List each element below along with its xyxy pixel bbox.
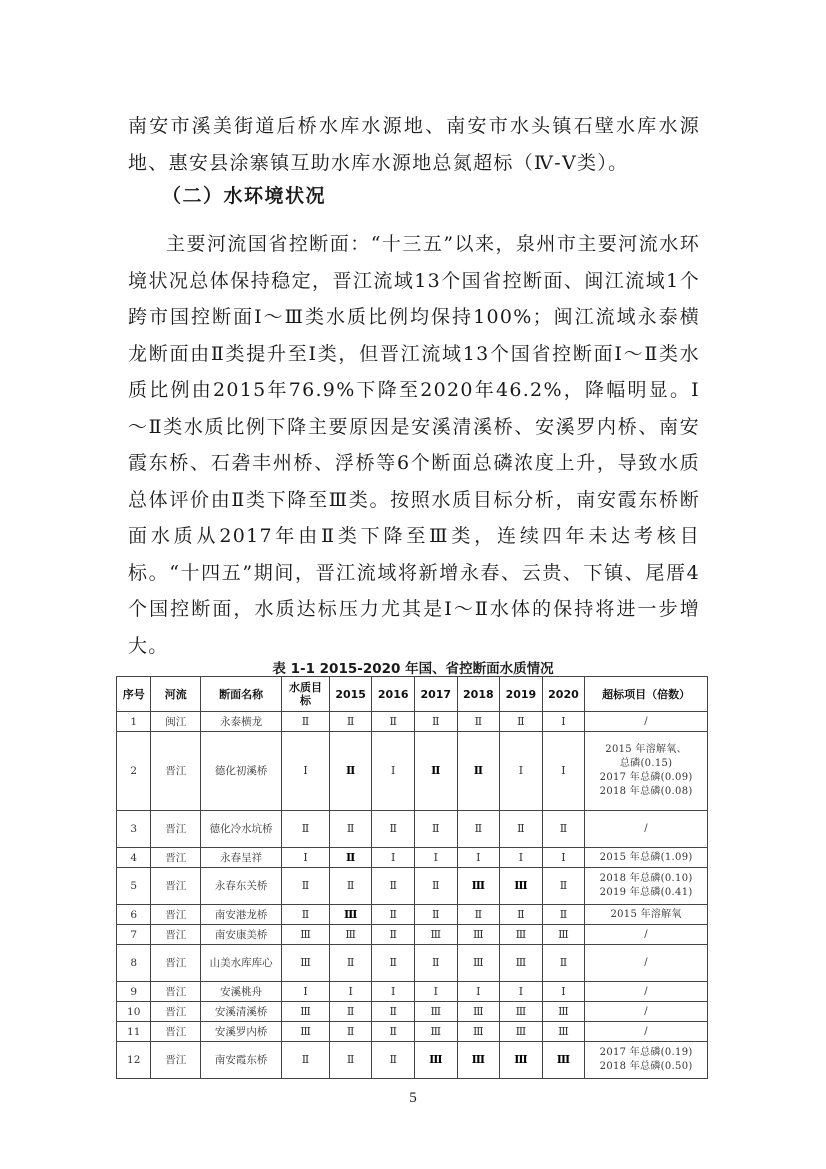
cell-exceed bbox=[585, 1002, 708, 1022]
cell-2015: Ⅱ bbox=[329, 811, 372, 848]
cell-exceed bbox=[585, 732, 708, 811]
paragraph-river-sections: 主要河流国省控断面：“十三五”以来，泉州市主要河流水环境状况总体保持稳定，晋江流域13个国省控断面、闽江流域1个跨市国控断面Ⅰ～Ⅲ类水质比例均保持100%；闽江流域永泰横龙断面由Ⅱ类提升至Ⅰ类，但晋江流域13个国省控断面Ⅰ～Ⅱ类水质比例由2015年76.9%下降至2020年46.2%，降幅明显。Ⅰ～Ⅱ类水质比例下降主要原因是安溪清溪桥、安溪罗内桥、南安霞东桥、石砻丰州桥、浮桥等6个断面总磷浓度上升，导致水质总体评价由Ⅱ类下降至Ⅲ类。按照水质目标分析，南安霞东桥断面水质从2017年由Ⅱ类下降至Ⅲ类，连续四年未达考核目标。“十四五”期间，晋江流域将新增永春、云贵、下镇、尾厝4个国控断面，水质达标压力尤其是Ⅰ～Ⅱ水体的保持将进一步增大。 bbox=[128, 233, 700, 657]
cell-exceed bbox=[585, 1022, 708, 1042]
cell-2020: Ⅲ bbox=[542, 1042, 585, 1079]
cell-target: Ⅲ bbox=[282, 1022, 330, 1042]
cell-2015: Ⅲ bbox=[329, 925, 372, 945]
header-no: 序号 bbox=[117, 677, 151, 712]
header-2015: 2015 bbox=[329, 677, 372, 712]
cell-2018: Ⅰ bbox=[457, 982, 500, 1002]
cell-2019: Ⅲ bbox=[500, 1042, 543, 1079]
cell-2018: Ⅲ bbox=[457, 868, 500, 905]
cell-2019: Ⅰ bbox=[500, 732, 543, 811]
cell-river: 晋江 bbox=[151, 732, 201, 811]
exceed-line: / bbox=[644, 985, 648, 997]
cell-2016: Ⅱ bbox=[372, 1022, 415, 1042]
header-2019: 2019 bbox=[500, 677, 543, 712]
cell-2020: Ⅱ bbox=[542, 811, 585, 848]
cell-river: 晋江 bbox=[151, 868, 201, 905]
cell-2018: Ⅲ bbox=[457, 1022, 500, 1042]
cell-section-name: 德化初溪桥 bbox=[201, 732, 282, 811]
cell-target: Ⅱ bbox=[282, 905, 330, 925]
table-row bbox=[117, 1022, 708, 1042]
cell-2018: Ⅲ bbox=[457, 925, 500, 945]
cell-exceed bbox=[585, 982, 708, 1002]
cell-2019: Ⅲ bbox=[500, 868, 543, 905]
cell-exceed bbox=[585, 712, 708, 732]
cell-2016: Ⅱ bbox=[372, 1042, 415, 1079]
cell-river: 晋江 bbox=[151, 811, 201, 848]
exceed-line: / bbox=[644, 928, 648, 940]
exceed-line: 2017 年总磷(0.19) bbox=[599, 1047, 693, 1058]
exceed-line: 2018 年总磷(0.50) bbox=[599, 1061, 693, 1072]
cell-2020: Ⅰ bbox=[542, 848, 585, 868]
cell-target: Ⅱ bbox=[282, 811, 330, 848]
cell-section-name: 南安港龙桥 bbox=[201, 905, 282, 925]
cell-target: Ⅲ bbox=[282, 1002, 330, 1022]
header-target: 水质目标 bbox=[282, 677, 330, 712]
cell-2016: Ⅱ bbox=[372, 811, 415, 848]
cell-2016: Ⅱ bbox=[372, 945, 415, 982]
cell-2020: Ⅱ bbox=[542, 868, 585, 905]
header-2020: 2020 bbox=[542, 677, 585, 712]
cell-target: Ⅱ bbox=[282, 1042, 330, 1079]
cell-2019: Ⅰ bbox=[500, 982, 543, 1002]
cell-2016: Ⅱ bbox=[372, 925, 415, 945]
cell-2015: Ⅱ bbox=[329, 868, 372, 905]
exceed-line: 2017 年总磷(0.09) bbox=[599, 772, 693, 783]
cell-2018: Ⅲ bbox=[457, 1002, 500, 1022]
header-section-name: 断面名称 bbox=[201, 677, 282, 712]
cell-2019: Ⅲ bbox=[500, 1002, 543, 1022]
cell-2018: Ⅲ bbox=[457, 1042, 500, 1079]
cell-2017: Ⅲ bbox=[414, 1042, 457, 1079]
cell-section-name: 南安霞东桥 bbox=[201, 1042, 282, 1079]
cell-river: 晋江 bbox=[151, 848, 201, 868]
cell-exceed bbox=[585, 811, 708, 848]
cell-section-name: 永春东关桥 bbox=[201, 868, 282, 905]
header-exceed: 超标项目（倍数） bbox=[585, 677, 708, 712]
cell-exceed bbox=[585, 925, 708, 945]
exceed-line: 2015 年溶解氧、 bbox=[605, 744, 687, 755]
exceed-line: / bbox=[644, 1005, 648, 1017]
cell-2020: Ⅰ bbox=[542, 982, 585, 1002]
table-row bbox=[117, 925, 708, 945]
cell-target: Ⅰ bbox=[282, 848, 330, 868]
cell-2020: Ⅰ bbox=[542, 732, 585, 811]
cell-2018: Ⅱ bbox=[457, 732, 500, 811]
cell-2015: Ⅰ bbox=[329, 982, 372, 1002]
cell-2020: Ⅲ bbox=[542, 1022, 585, 1042]
cell-river: 晋江 bbox=[151, 945, 201, 982]
cell-no: 1 bbox=[117, 712, 151, 732]
cell-2019: Ⅲ bbox=[500, 925, 543, 945]
cell-2015: Ⅱ bbox=[329, 732, 372, 811]
cell-2016: Ⅱ bbox=[372, 905, 415, 925]
cell-no: 8 bbox=[117, 945, 151, 982]
cell-river: 晋江 bbox=[151, 1002, 201, 1022]
header-2017: 2017 bbox=[414, 677, 457, 712]
cell-2015: Ⅱ bbox=[329, 848, 372, 868]
cell-2016: Ⅱ bbox=[372, 868, 415, 905]
cell-2017: Ⅲ bbox=[414, 1002, 457, 1022]
cell-no: 10 bbox=[117, 1002, 151, 1022]
cell-2017: Ⅱ bbox=[414, 945, 457, 982]
cell-2017: Ⅱ bbox=[414, 732, 457, 811]
cell-2017: Ⅱ bbox=[414, 905, 457, 925]
cell-2015: Ⅲ bbox=[329, 905, 372, 925]
cell-2016: Ⅰ bbox=[372, 848, 415, 868]
cell-no: 11 bbox=[117, 1022, 151, 1042]
cell-river: 晋江 bbox=[151, 905, 201, 925]
cell-section-name: 安溪清溪桥 bbox=[201, 1002, 282, 1022]
cell-2018: Ⅱ bbox=[457, 811, 500, 848]
cell-exceed bbox=[585, 945, 708, 982]
cell-2020: Ⅱ bbox=[542, 945, 585, 982]
table-body bbox=[117, 712, 708, 1079]
cell-section-name: 安溪罗内桥 bbox=[201, 1022, 282, 1042]
cell-target: Ⅱ bbox=[282, 868, 330, 905]
cell-no: 3 bbox=[117, 811, 151, 848]
cell-2017: Ⅲ bbox=[414, 925, 457, 945]
header-2016: 2016 bbox=[372, 677, 415, 712]
exceed-line: / bbox=[644, 957, 648, 968]
exceed-line: / bbox=[644, 715, 648, 727]
cell-2017: Ⅲ bbox=[414, 1022, 457, 1042]
cell-target: Ⅰ bbox=[282, 982, 330, 1002]
cell-exceed bbox=[585, 848, 708, 868]
section-heading-water-environment: （二）水环境状况 bbox=[162, 185, 327, 207]
cell-river: 晋江 bbox=[151, 925, 201, 945]
cell-no: 9 bbox=[117, 982, 151, 1002]
table-row bbox=[117, 905, 708, 925]
exceed-line: 2018 年总磷(0.08) bbox=[599, 786, 693, 797]
header-river: 河流 bbox=[151, 677, 201, 712]
cell-river: 闽江 bbox=[151, 712, 201, 732]
table-row bbox=[117, 982, 708, 1002]
paragraph-water-source: 南安市溪美街道后桥水库水源地、南安市水头镇石壁水库水源地、惠安县涂寨镇互助水库水源地总氮超标（Ⅳ-Ⅴ类）。 bbox=[128, 115, 700, 174]
cell-2017: Ⅱ bbox=[414, 868, 457, 905]
cell-2019: Ⅲ bbox=[500, 945, 543, 982]
cell-exceed bbox=[585, 1042, 708, 1079]
cell-2016: Ⅱ bbox=[372, 712, 415, 732]
table-row bbox=[117, 811, 708, 848]
cell-2018: Ⅰ bbox=[457, 848, 500, 868]
cell-section-name: 永泰横龙 bbox=[201, 712, 282, 732]
exceed-line: 2018 年总磷(0.10) bbox=[599, 873, 693, 884]
cell-2020: Ⅰ bbox=[542, 712, 585, 732]
cell-2015: Ⅱ bbox=[329, 945, 372, 982]
cell-no: 2 bbox=[117, 732, 151, 811]
cell-2017: Ⅱ bbox=[414, 712, 457, 732]
cell-no: 12 bbox=[117, 1042, 151, 1079]
cell-2018: Ⅱ bbox=[457, 712, 500, 732]
cell-target: Ⅱ bbox=[282, 712, 330, 732]
water-quality-table bbox=[116, 676, 708, 1079]
cell-exceed bbox=[585, 905, 708, 925]
cell-2017: Ⅱ bbox=[414, 811, 457, 848]
table-row bbox=[117, 1042, 708, 1079]
table-header-row bbox=[117, 677, 708, 712]
exceed-line: 2015 年总磷(1.09) bbox=[599, 851, 693, 863]
table-caption: 表 1-1 2015-2020 年国、省控断面水质情况 bbox=[272, 661, 554, 677]
header-2018: 2018 bbox=[457, 677, 500, 712]
cell-2015: Ⅱ bbox=[329, 1042, 372, 1079]
cell-no: 4 bbox=[117, 848, 151, 868]
table-row bbox=[117, 732, 708, 811]
cell-river: 晋江 bbox=[151, 1042, 201, 1079]
cell-section-name: 安溪桃舟 bbox=[201, 982, 282, 1002]
cell-2017: Ⅰ bbox=[414, 848, 457, 868]
cell-section-name: 永春呈祥 bbox=[201, 848, 282, 868]
cell-2018: Ⅲ bbox=[457, 945, 500, 982]
cell-2016: Ⅱ bbox=[372, 1002, 415, 1022]
cell-2019: Ⅱ bbox=[500, 712, 543, 732]
cell-2019: Ⅱ bbox=[500, 905, 543, 925]
exceed-line: 总磷(0.15) bbox=[619, 758, 673, 769]
cell-2015: Ⅱ bbox=[329, 1022, 372, 1042]
cell-2016: Ⅰ bbox=[372, 732, 415, 811]
cell-target: Ⅲ bbox=[282, 925, 330, 945]
cell-2019: Ⅰ bbox=[500, 848, 543, 868]
cell-2016: Ⅰ bbox=[372, 982, 415, 1002]
cell-2020: Ⅲ bbox=[542, 1002, 585, 1022]
page-number: 5 bbox=[409, 1090, 417, 1106]
cell-no: 5 bbox=[117, 868, 151, 905]
cell-2020: Ⅱ bbox=[542, 905, 585, 925]
cell-2020: Ⅲ bbox=[542, 925, 585, 945]
table-row bbox=[117, 712, 708, 732]
exceed-line: 2019 年总磷(0.41) bbox=[599, 887, 693, 898]
cell-section-name: 德化冷水坑桥 bbox=[201, 811, 282, 848]
cell-no: 7 bbox=[117, 925, 151, 945]
cell-target: Ⅰ bbox=[282, 732, 330, 811]
cell-section-name: 南安康美桥 bbox=[201, 925, 282, 945]
table-row bbox=[117, 868, 708, 905]
cell-2015: Ⅱ bbox=[329, 1002, 372, 1022]
cell-target: Ⅲ bbox=[282, 945, 330, 982]
cell-2018: Ⅱ bbox=[457, 905, 500, 925]
cell-2019: Ⅱ bbox=[500, 811, 543, 848]
cell-section-name: 山美水库库心 bbox=[201, 945, 282, 982]
cell-exceed bbox=[585, 868, 708, 905]
exceed-line: / bbox=[644, 823, 648, 834]
table-row bbox=[117, 848, 708, 868]
table-row bbox=[117, 1002, 708, 1022]
cell-2017: Ⅰ bbox=[414, 982, 457, 1002]
exceed-line: / bbox=[644, 1025, 648, 1037]
exceed-line: 2015 年溶解氧 bbox=[610, 908, 682, 920]
cell-2015: Ⅱ bbox=[329, 712, 372, 732]
cell-river: 晋江 bbox=[151, 1022, 201, 1042]
table-row bbox=[117, 945, 708, 982]
cell-river: 晋江 bbox=[151, 982, 201, 1002]
cell-no: 6 bbox=[117, 905, 151, 925]
cell-2019: Ⅲ bbox=[500, 1022, 543, 1042]
